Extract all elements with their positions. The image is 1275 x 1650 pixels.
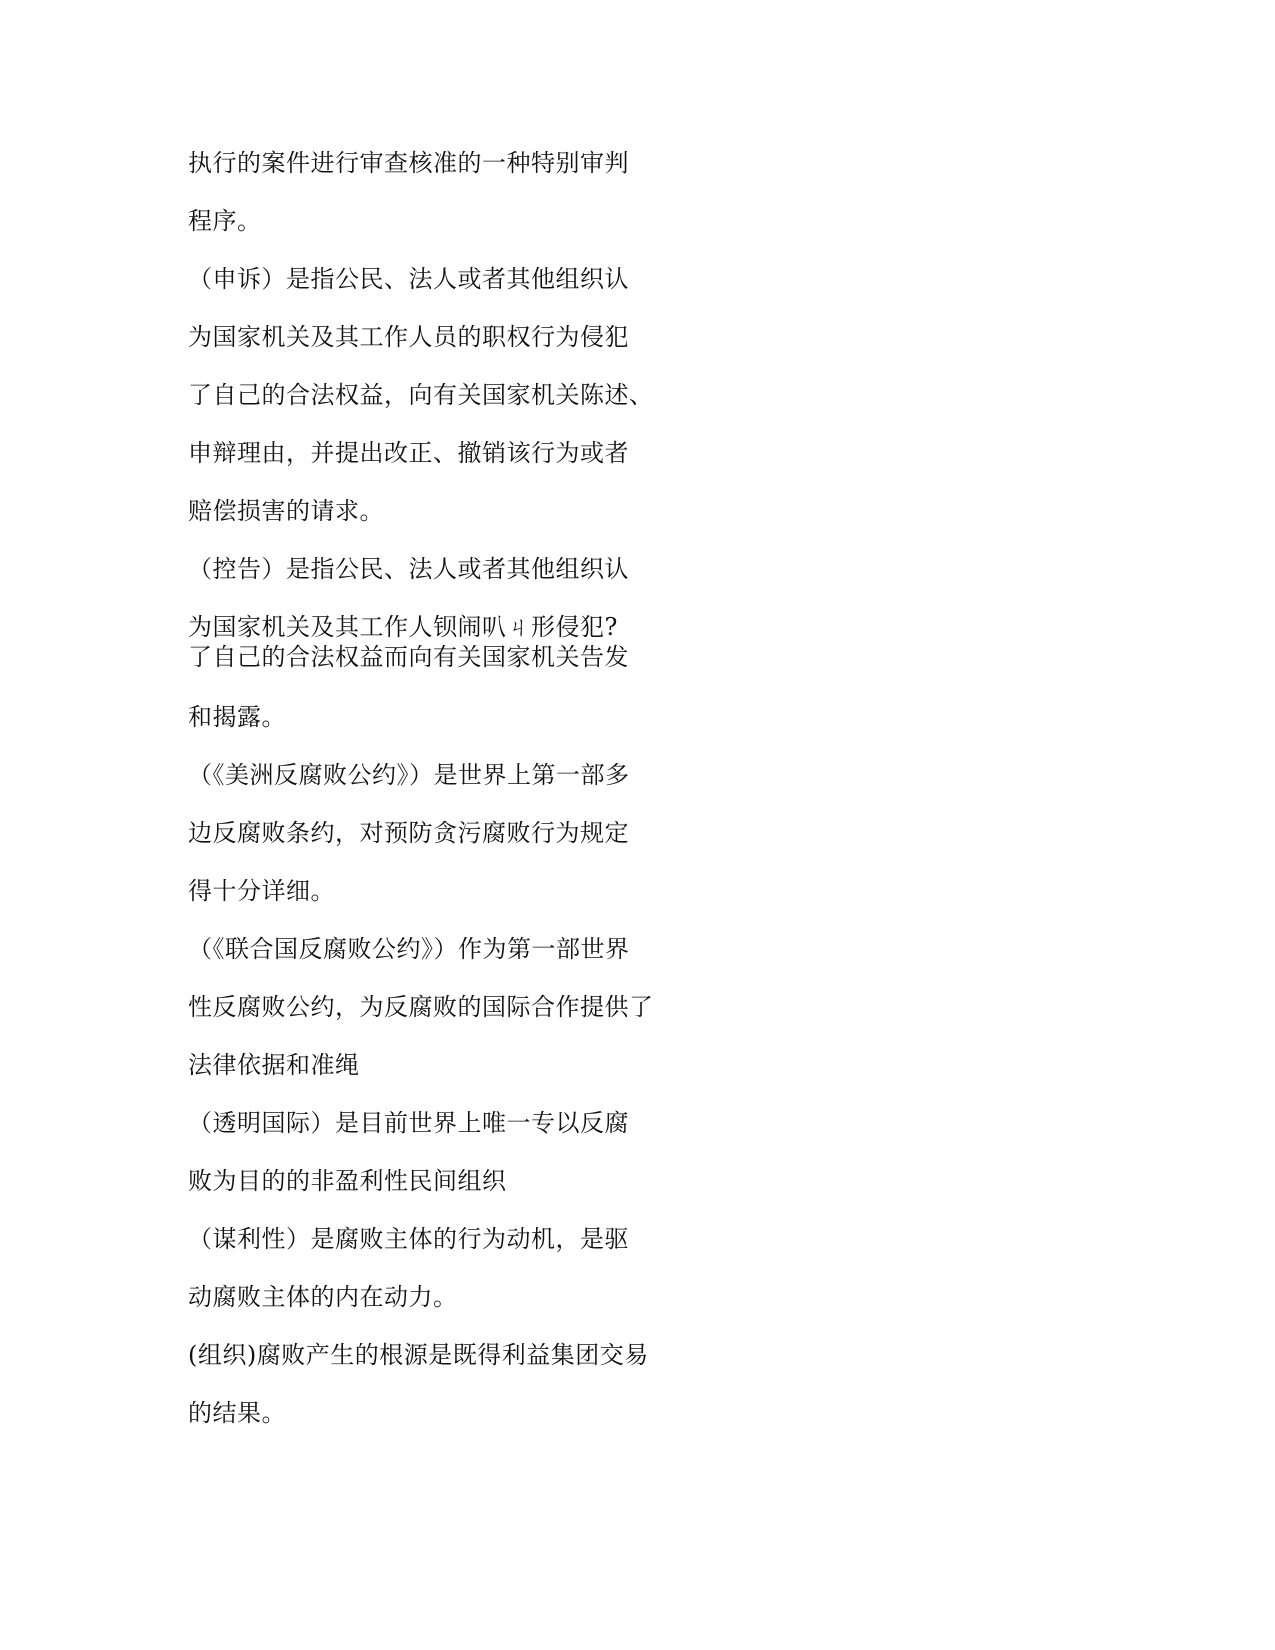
text-line: 得十分详细。 xyxy=(188,877,335,905)
text-line: （透明国际）是目前世界上唯一专以反腐 xyxy=(188,1109,629,1137)
text-line: 败为目的的非盈利性民间组织 xyxy=(188,1167,507,1195)
text-line: 申辩理由，并提出改正、撤销该行为或者 xyxy=(188,439,629,467)
text-line: 边反腐败条约，对预防贪污腐败行为规定 xyxy=(188,819,629,847)
text-line: 法律依据和准绳 xyxy=(188,1051,360,1079)
text-line: （申诉）是指公民、法人或者其他组织认 xyxy=(188,265,629,293)
text-line: 执行的案件进行审查核准的一种特别审判 xyxy=(188,149,629,177)
text-line: 了自己的合法权益而向有关国家机关告发 xyxy=(188,643,629,671)
text-line: （《美洲反腐败公约》）是世界上第一部多 xyxy=(188,761,630,789)
text-line: 的结果。 xyxy=(188,1399,286,1427)
text-line: （谋利性）是腐败主体的行为动机，是驱 xyxy=(188,1225,629,1253)
text-line: 动腐败主体的内在动力。 xyxy=(188,1283,458,1311)
text-line: 赔偿损害的请求。 xyxy=(188,497,384,525)
text-line: （控告）是指公民、法人或者其他组织认 xyxy=(188,555,629,583)
text-line: 了自己的合法权益，向有关国家机关陈述、 xyxy=(188,381,654,409)
text-line: 为国家机关及其工作人员的职权行为侵犯 xyxy=(188,323,629,351)
text-line: （《联合国反腐败公约》）作为第一部世界 xyxy=(188,935,630,963)
text-line: 程序。 xyxy=(188,207,262,235)
text-line: (组织)腐败产生的根源是既得利益集团交易 xyxy=(188,1341,649,1369)
text-line: 和揭露。 xyxy=(188,703,286,731)
text-line: 为国家机关及其工作人钡闹叭ㄐ形侵犯? xyxy=(188,613,618,641)
text-line: 性反腐败公约，为反腐败的国际合作提供了 xyxy=(188,993,654,1021)
